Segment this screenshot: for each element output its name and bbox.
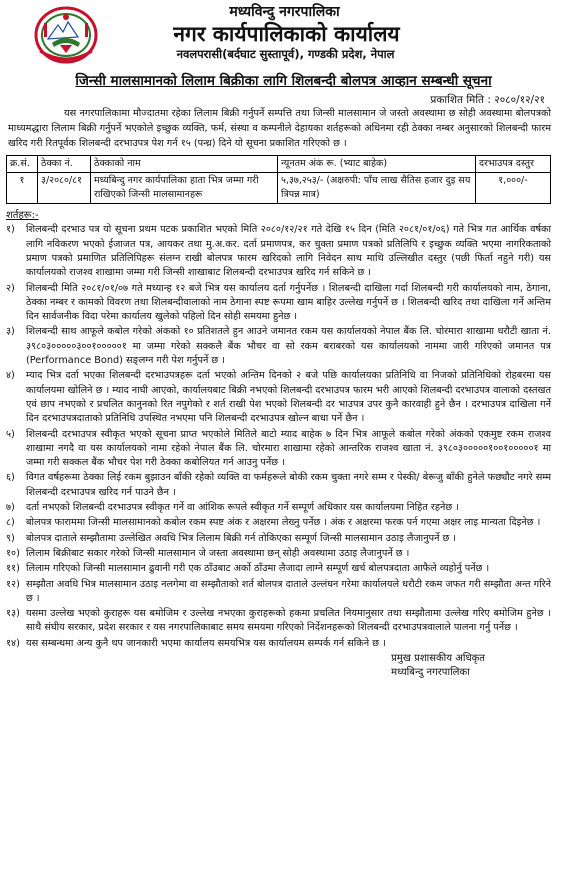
term-number: ३)	[6, 326, 15, 338]
term-item	[6, 578, 551, 607]
col-fee-header: दरभाउपत्र दस्तुर	[476, 156, 551, 173]
terms-list	[6, 223, 551, 651]
term-number: ६)	[6, 472, 15, 484]
term-item	[6, 637, 551, 651]
term-number: ९)	[6, 532, 15, 544]
col-contract-no-header: ठेक्का नं.	[38, 156, 91, 173]
term-number: १३)	[6, 608, 20, 620]
term-text: शिलबन्दी दरभाउपत्र स्वीकृत भएको सूचना प्राप्त भएकोले मितिले बाटो म्याद बाहेक ७ दिन भित्र आफूले कबोल गरेको अंकको एकमुष्ट रकम राजश्व शाखामा नगदै वा यस कार्यालयको नामा रहेको नेपाल बैंक लि. चोरमारा शाखामा रहेको आन्तरिक राजश्व खाता नं. ३९८०३०००००१००१०००००१ मा जम्मा गरी सक्कल बैंक भौचर पेश गरी ठेक्का कबोलियत गर्न आउनु पर्नेछ ।	[26, 428, 551, 469]
letterhead	[6, 3, 551, 73]
term-number: १)	[6, 224, 15, 236]
term-item	[6, 325, 551, 368]
table-cell: १	[7, 173, 38, 204]
letterhead-text	[6, 4, 551, 62]
term-item	[6, 471, 551, 500]
office-name: नगर कार्यपालिकाको कार्यालय	[173, 22, 400, 46]
intro-paragraph: यस नगरपालिकामा मौज्दातमा रहेका लिलाम बिक्री गर्नुपर्ने सम्पत्ति तथा जिन्सी मालसामान जे जस्तो अवस्थामा छ सोही अवस्थामा बोलपत्रको माध्यमद्धारा लिलाम बिक्री गर्नुपर्ने भएकोले इच्छुक व्यक्ति, फर्म, संस्था व कम्पनीले देहायका शर्तहरूको अधिनमा रही ठेक्का नम्बर अनुसारको शिलबन्दी फारम खरिद गरी रितपूर्वक शिलबन्दी दरभाउपत्र पेश गर्न १५ (पन्ध्र) दिने यो सूचना प्रकाशित गरिएको छ ।	[8, 108, 551, 149]
table-cell: मध्यबिन्दु नगर कार्यपालिका हाता भित्र जम्मा गरी राखिएको जिन्सी मालसामानहरू	[91, 173, 278, 204]
term-number: ८)	[6, 517, 15, 529]
term-text: शिलबन्दी दरभाउ पत्र यो सूचना प्रथम पटक प्रकाशित भएको मिति २०८०/१२/२१ गते देखि १५ दिन (मिति २०८१/०१/०६) गते भित्र गत आर्थिक वर्षका लागि नविकरण भएको ईजाजत पत्र, आयकर तथा मु.अ.कर. दर्ता प्रमाणपत्र, कर चुक्ता प्रमाण पत्रको प्रतिलिपि र इच्छुक व्यक्ति भएमा नागरिकताको प्रमाण पत्रको प्रमाणित प्रतिलिपिहरू संलग्न राखी बोलपत्र फारम खरिदको लागि निवेदन साथ माथि उल्लिखीत दस्तुर (पछी फिर्ता नहुने गरी) यस कार्यालयको राजश्व शाखामा जम्मा गरी जिन्सी शाखाबाट शिलबन्दी दरभाउपत्र खरिद गर्न सकिने छ ।	[26, 224, 551, 279]
municipality-name: मध्यविन्दु नगरपालिका	[229, 4, 340, 20]
term-text: लिलाम गरिएको जिन्सी मालसामान ढुवानी गरी एक ठाँउबाट अर्को ठाँउमा लैजादा लाग्ने सम्पूर्ण खर्च बोलपत्रदाता आफैले व्यहोर्नु पर्नेछ ।	[26, 563, 490, 575]
term-number: १०)	[6, 547, 20, 559]
col-serial-header: क्र.सं.	[7, 156, 38, 173]
term-item	[6, 547, 551, 561]
term-item	[6, 607, 551, 636]
term-item	[6, 501, 551, 515]
term-text: शिलबन्दी साथ आफूले कबोल गरेको अंकको १० प्रतिशतले हुन आउने जमानत रकम यस कार्यालयको नेपाल बैंक लि. चोरमारा शाखामा धरौटी खाता नं. ३९८०३०००००३००१०००००१ मा जम्मा गरेको सक्कलै बैंक भौचर वा सो रकम बराबरको यस कार्यालयको नाममा जारी गरिएको जमानत पत्र (Performance Bond) सङ्लग्न गरी पेश गर्नुपर्ने छ ।	[26, 326, 551, 367]
notice-title: जिन्सी मालसामानको लिलाम बिक्रीका लागि शिलबन्दी बोलपत्र आव्हान सम्बन्धी सूचना	[75, 73, 492, 89]
term-item	[6, 369, 551, 426]
term-number: १२)	[6, 578, 20, 590]
term-text: बोलपत्र दाताले सम्झौतामा उल्लेखित अवधि भित्र लिलाम बिक्री गर्न तोकिएका सम्पूर्ण जिन्सी मालसामान उठाइ लैजानुपर्ने छ ।	[26, 532, 457, 544]
table-cell: ३/२०८०/८१	[38, 173, 91, 204]
term-text: बोलपत्र फाराममा जिन्सी मालसामानको कबोल रकम स्पष्ट अंक र अक्षरमा लेख्नु पर्नेछ । अंक र अक्षरमा फरक पर्न गएमा अक्षर लाइ मान्यता दिइनेछ ।	[26, 517, 541, 529]
signature-block	[6, 652, 551, 680]
office-address: नवलपरासी(बर्दघाट सुस्तापूर्व), गण्डकी प्रदेश, नेपाल	[176, 47, 395, 61]
col-contract-name-header: ठेक्काको नाम	[91, 156, 278, 173]
term-item	[6, 282, 551, 325]
term-number: ७)	[6, 502, 15, 514]
term-text: दर्ता नभएको शिलबन्दी दरभाउपत्र स्वीकृत गर्ने वा आंशिक रूपले स्वीकृत गर्ने सम्पूर्ण अधिकार यस कार्यालयमा निहित रहनेछ ।	[26, 502, 459, 514]
term-text: यसमा उल्लेख भएको कुराहरू यस बमोजिम र उल्लेख नभएका कुराहरूको हकमा प्रचलित नियमानुसार तथा सम्झौतामा उल्लेख गरिए बमोजिम हुनेछ । साथै संघीय सरकार, प्रदेश सरकार र यस नगरपालिकाबाट समय समयमा गरिएको निर्देशनहरूको शिलबन्दी दरभाउपत्रवालाले पालना गर्नु पर्नेछ ।	[26, 608, 551, 634]
term-item	[6, 562, 551, 576]
term-item	[6, 532, 551, 546]
term-number: ११)	[6, 563, 20, 575]
term-number: ४)	[6, 370, 15, 382]
tender-table	[6, 155, 551, 204]
publish-date: प्रकाशित मिति : २०८०/१२/२१	[430, 94, 545, 106]
term-item	[6, 428, 551, 471]
col-min-amount-header: न्यूनतम अंक रू. (भ्याट बाहेक)	[278, 156, 476, 173]
term-item	[6, 516, 551, 530]
term-text: सम्झौता अवधि भित्र मालसामान उठाइ नलगेमा वा सम्झौताको शर्त बोलपत्र दाताले उल्लंघन गरेमा कार्यालयले धरौटी रकम जफत गरी सम्झौता अन्त गरिने छ ।	[26, 578, 551, 604]
term-number: २)	[6, 282, 15, 294]
table-row	[7, 173, 551, 204]
term-text: शिलबन्दी मिति २०८१/०१/०७ गते मध्यान्ह १२ बजे भित्र यस कार्यालय दर्ता गर्नुपर्नेछ । शिलबन्दी दाखिला गर्दा शिलबन्दी गरी कार्यालयको नाम, ठेगाना, ठेक्का नम्बर र कामको विवरण तथा शिलबन्दीवालाको नाम ठेगाना स्पष्ट रूपमा खाम बाहिर उल्लेख गर्नुपर्ने छ । शिलबन्दी खरिद तथा दाखिला गर्ने अन्तिम दिन सार्वजनीक विदा परेमा कार्यालय खुलेको पहिलो दिन सोही समयमा हुनेछ ।	[26, 282, 551, 323]
table-cell: ५,३७,२५३/- (अक्षरुपी: पाँच लाख सैतिस हजार दुइ सय त्रिपन्न मात्र)	[278, 173, 476, 204]
table-cell: १,०००/-	[476, 173, 551, 204]
term-text: यस सम्बन्धमा अन्य कुनै थप जानकारी भएमा कार्यालय समयभित्र यस कार्यालयम सम्पर्क गर्न सकिने छ ।	[26, 637, 386, 649]
table-header-row	[7, 156, 551, 173]
term-text: लिलाम बिक्रीबाट सकार गरेको जिन्सी मालसामान जे जस्ता अवस्थामा छन् सोही अवस्थामा उठाइ लैजानुपर्ने छ ।	[26, 547, 410, 559]
term-item	[6, 223, 551, 280]
signature-title: प्रमुख प्रशासकीय अधिकृत	[391, 653, 485, 664]
terms-heading: शर्तहरू:-	[6, 210, 39, 222]
term-text: विगत वर्षहरूमा ठेक्का लिई रकम बुझाउन बाँकी रहेको व्यक्ति वा फर्महरूले बोकी रकम चुक्ता नगरे सम्म र पेस्की/ बेरूजु बाँकी हुनेले फछ्यौट नगरे सम्म शिलबन्दी दरभाउपत्र खरिद गर्न पाउने छैन ।	[26, 472, 551, 498]
signature-office: मध्यबिन्दु नगरपालिका	[391, 667, 470, 678]
term-number: ५)	[6, 428, 15, 440]
term-number: १४)	[6, 637, 20, 649]
term-text: म्याद भित्र दर्ता भएका शिलबन्दी दरभाउपत्रहरू दर्ता भएको अन्तिम दिनको २ बजे पछि कार्यालयका प्रतिनिधि वा निजको प्रतिनिधिको रोहबरमा यस कार्यालयमा खोलिने छ । म्याद नाघी आएको, कार्यालयबाट बिक्री नभएको शिलबन्दी दरभाउपत्र फारम भरी आएको शिलबन्दी दरभाउपत्र वालाको दस्तखत एवं छाप नभएको र प्रचलित कानुनको रित नपुगेको र शर्त राखी पेश भएको शिलबन्दी दर भाउपत्र उपर कुनै कारवाही हुने छैन । दरभाउपत्र दाखिला गर्ने दिन दरभाउपत्रदाताको प्रतिनिधि उपस्थित नभएमा पनि शिलबन्दी दरभाउपत्र खोल्न बाधा पर्ने छैन ।	[26, 370, 551, 425]
